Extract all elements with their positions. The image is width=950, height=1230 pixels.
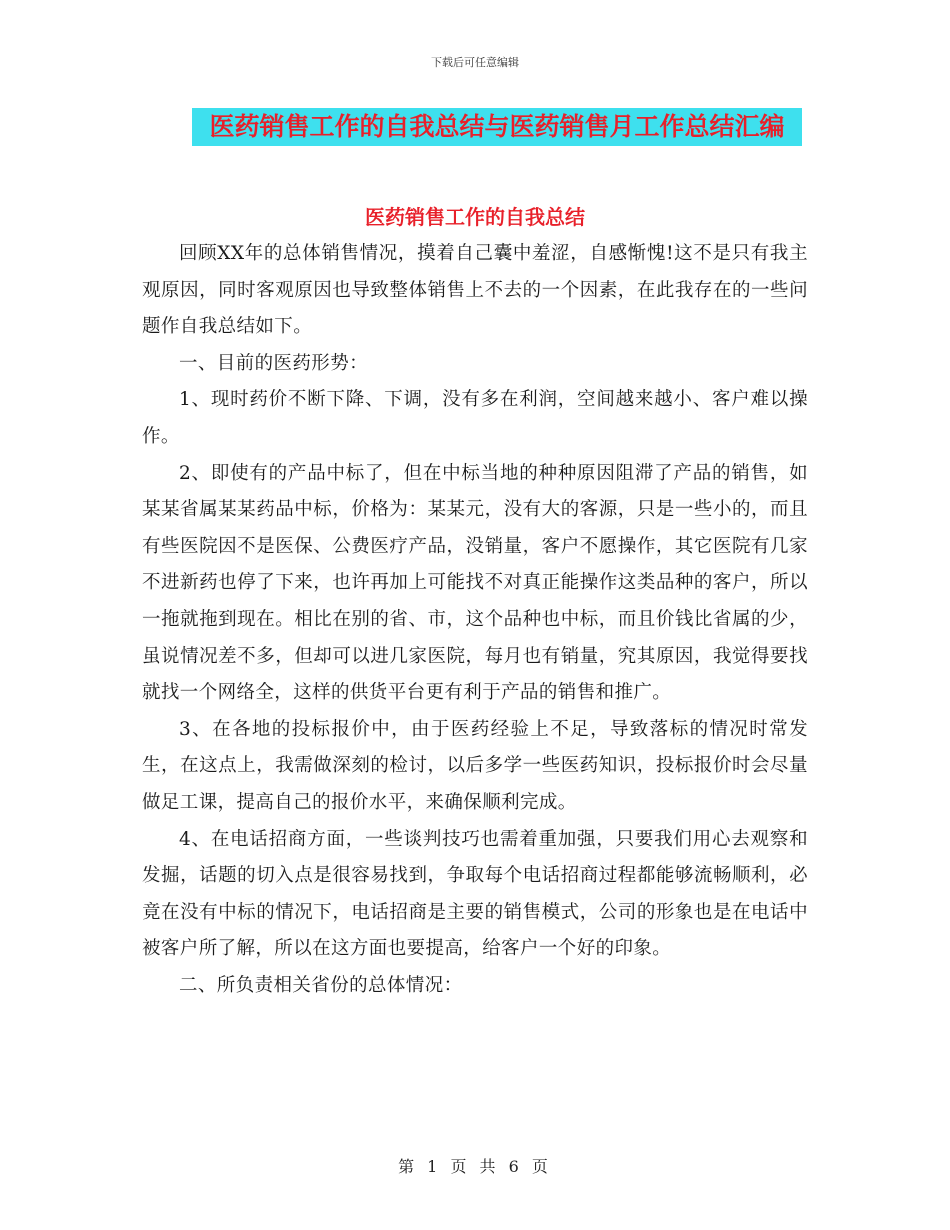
paragraph-intro: 回顾XX年的总体销售情况，摸着自己囊中羞涩，自感惭愧!这不是只有我主观原因，同时客观原因也导致整体销售上不去的一个因素，在此我存在的一些问题作自我总结如下。	[142, 243, 808, 338]
section-title: 医药销售工作的自我总结	[365, 205, 585, 229]
header-note: 下载后可任意编辑	[431, 56, 519, 69]
paragraph-item-3: 3、在各地的投标报价中，由于医药经验上不足，导致落标的情况时常发生，在这点上，我需做深刻的检讨，以后多学一些医药知识，投标报价时会尽量做足工课，提高自己的报价水平，来确保顺利完成。	[142, 718, 808, 813]
paragraph-item-1: 1、现时药价不断下降、下调，没有多在利润，空间越来越小、客户难以操作。	[142, 389, 808, 447]
document-main-title: 医药销售工作的自我总结与医药销售月工作总结汇编	[192, 108, 802, 146]
paragraph-heading-2: 二、所负责相关省份的总体情况：	[179, 974, 463, 996]
page-number: 第 1 页 共 6 页	[398, 1157, 552, 1176]
paragraph-heading-1: 一、目前的医药形势：	[179, 352, 369, 374]
paragraph-item-2: 2、即使有的产品中标了，但在中标当地的种种原因阻滞了产品的销售，如某某省属某某药品中标，价格为：某某元，没有大的客源，只是一些小的，而且有些医院因不是医保、公费医疗产品，没销量，客户不愿操作，其它医院有几家不进新药也停了下来，也许再加上可能找不对真正能操作这类品种的客户，所以一拖就拖到现在。相比在别的省、市，这个品种也中标，而且价钱比省属的少，虽说情况差不多，但却可以进几家医院，每月也有销量，究其原因，我觉得要找就找一个网络全，这样的供货平台更有利于产品的销售和推广。	[142, 462, 808, 704]
paragraph-item-4: 4、在电话招商方面，一些谈判技巧也需着重加强，只要我们用心去观察和发掘，话题的切入点是很容易找到，争取每个电话招商过程都能够流畅顺利，必竟在没有中标的情况下，电话招商是主要的销售模式，公司的形象也是在电话中被客户所了解，所以在这方面也要提高，给客户一个好的印象。	[142, 828, 808, 960]
body-text	[142, 236, 808, 1004]
